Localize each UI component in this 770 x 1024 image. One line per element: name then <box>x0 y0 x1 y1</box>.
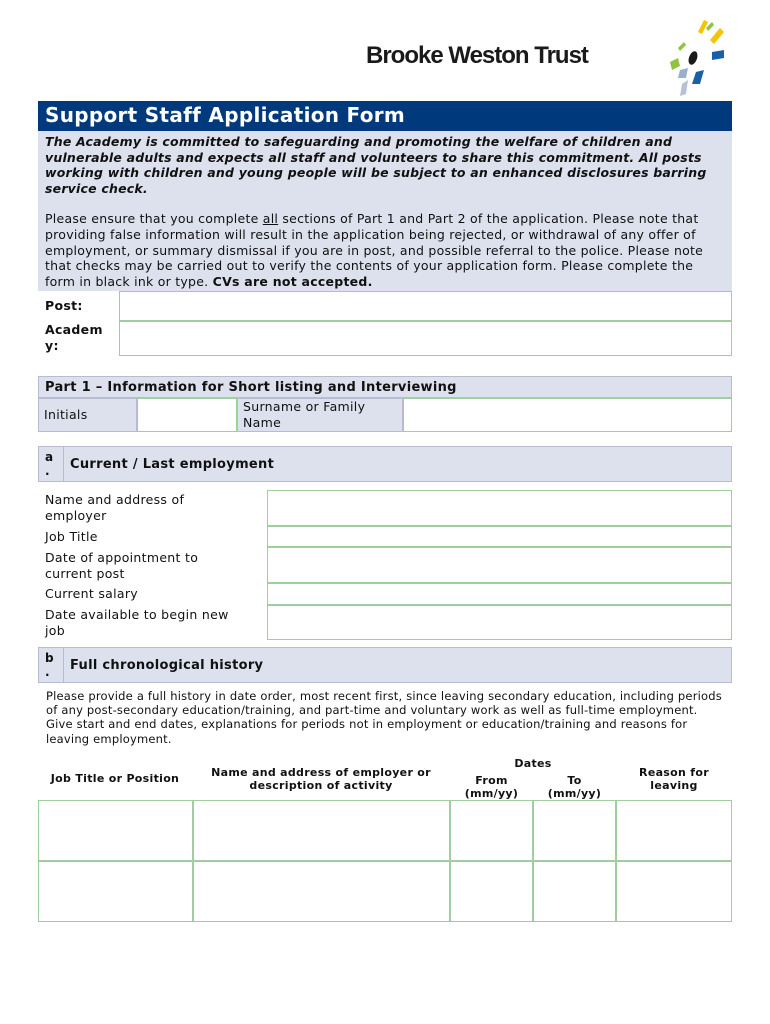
section-b-header <box>38 647 732 683</box>
history-row2-reason[interactable] <box>616 861 732 922</box>
section-b-letter <box>45 651 54 679</box>
salary-input[interactable] <box>267 583 732 605</box>
logo-wordmark: Brooke Weston Trust <box>366 42 588 69</box>
safeguarding-statement: The Academy is committed to safeguarding and promoting the welfare of children and vulnerable adults and expects all staff and volunteers to share this commitment. All posts working with children and young people will be subject to an enhanced disclosures barring service check. <box>45 134 707 196</box>
history-row1-from[interactable] <box>450 800 533 861</box>
part1-header <box>38 376 732 398</box>
appointment-label-line2: current post <box>45 566 125 581</box>
initials-label: Initials <box>44 407 88 422</box>
part1-title: Part 1 – Information for Short listing and Interviewing <box>45 380 457 395</box>
available-label-line1: Date available to begin new <box>45 607 229 622</box>
history-row1-reason[interactable] <box>616 800 732 861</box>
surname-label-line1: Surname or Family <box>243 399 366 414</box>
section-a-header <box>38 446 732 482</box>
instructions-text-b: sections of Part 1 and Part 2 of the application. Please note that providing false information will result in the application being rejected, or withdrawal of any offer of employment, or summary dismissal if you are in post, and possible referral to the police. Please note that checks may be carried out to verify the contents of your application form. Please complete the form in black ink or type. <box>45 211 704 289</box>
section-b-letter-char: b <box>45 651 54 665</box>
history-row1-employer[interactable] <box>193 800 450 861</box>
post-label: Post: <box>45 298 83 313</box>
history-row1-job[interactable] <box>38 800 193 861</box>
form-title: Support Staff Application Form <box>38 101 732 131</box>
header-to-line1: To <box>567 774 582 787</box>
employer-label-line1: Name and address of <box>45 492 185 507</box>
section-a-divider <box>63 447 64 481</box>
section-a-letter-char: a <box>45 450 54 464</box>
logo-mark-icon <box>660 18 730 98</box>
academy-label-line1: Academ <box>45 322 103 337</box>
header-employer-line1: Name and address of employer or <box>211 766 431 779</box>
academy-input[interactable] <box>119 321 732 356</box>
academy-label-line2: y: <box>45 338 59 353</box>
header-reason-line2: leaving <box>650 779 698 792</box>
history-row2-employer[interactable] <box>193 861 450 922</box>
history-row2-from[interactable] <box>450 861 533 922</box>
instructions-paragraph <box>45 211 724 289</box>
job-title-input[interactable] <box>267 526 732 547</box>
header-to-line2: (mm/yy) <box>547 787 602 800</box>
header-employer-line2: description of activity <box>249 779 393 792</box>
header-job-title: Job Title or Position <box>50 772 180 785</box>
appointment-date-input[interactable] <box>267 547 732 583</box>
trust-logo <box>360 18 740 98</box>
section-a-title: Current / Last employment <box>70 457 275 472</box>
section-b-letter-dot: . <box>45 665 50 679</box>
surname-label-line2: Name <box>243 415 282 430</box>
history-row2-to[interactable] <box>533 861 616 922</box>
header-reason-line1: Reason for <box>639 766 709 779</box>
employer-input[interactable] <box>267 490 732 526</box>
job-title-label: Job Title <box>45 529 98 544</box>
history-row1-to[interactable] <box>533 800 616 861</box>
header-dates: Dates <box>514 757 552 770</box>
appointment-label-line1: Date of appointment to <box>45 550 199 565</box>
intro-panel <box>38 131 732 291</box>
instructions-text-a: Please ensure that you complete <box>45 211 263 227</box>
history-instructions: Please provide a full history in date order, most recent first, since leaving secondary education, including periods of any post-secondary education/training, and part-time and voluntary work as well as full-time employment. Give start and end dates, explanations for periods not in employment or education/training and reasons for leaving employment. <box>46 689 722 746</box>
history-table <box>38 800 732 922</box>
history-row2-job[interactable] <box>38 861 193 922</box>
header-from-line1: From <box>475 774 508 787</box>
available-date-input[interactable] <box>267 605 732 640</box>
instructions-underlined: all <box>262 211 279 227</box>
salary-label: Current salary <box>45 586 138 601</box>
section-b-divider <box>63 648 64 682</box>
header-from-line2: (mm/yy) <box>464 787 519 800</box>
initials-input[interactable] <box>137 398 237 432</box>
surname-input[interactable] <box>403 398 732 432</box>
employer-label-line2: employer <box>45 508 107 523</box>
cv-notice: CVs are not accepted. <box>212 273 373 289</box>
section-a-letter <box>45 450 53 478</box>
section-b-title: Full chronological history <box>70 658 264 673</box>
section-a-letter-dot: . <box>45 464 50 478</box>
post-input[interactable] <box>119 291 732 321</box>
available-label-line2: job <box>45 623 65 638</box>
